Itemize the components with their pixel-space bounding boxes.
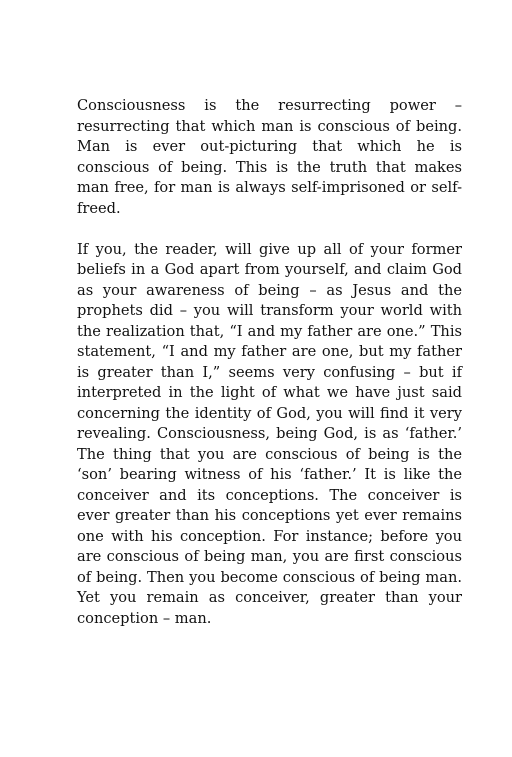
paragraph-2: If you, the reader, will give up all of your former beliefs in a God apart from yourself, and claim God as your awareness of being – as Jesus and the prophets did – you will transform your world with the realization that, “I and my father are one.” This statement, “I and my father are one, but my father is greater than I,” seems very confusing – but if interpreted in the light of what we have just said concerning the identity of God, you will find it very revealing. Consciousness, being God, is as ‘father.’ The thing that you are conscious of being is the ‘son’ bearing witness of his ‘father.’ It is like the conceiver and its conceptions. The conceiver is ever greater than his conceptions yet ever remains one with his conception. For instance; before you are conscious of being man, you are first conscious of being. Then you become conscious of being man. Yet you remain as conceiver, greater than your conception – man. xyxy=(77,240,462,627)
body-text xyxy=(77,96,462,629)
paragraph-1: Consciousness is the resurrecting power – resurrecting that which man is conscious of being. Man is ever out-picturing that which he is conscious of being. This is the truth that makes man free, for man is always self-imprisoned or self-freed. xyxy=(77,97,462,217)
